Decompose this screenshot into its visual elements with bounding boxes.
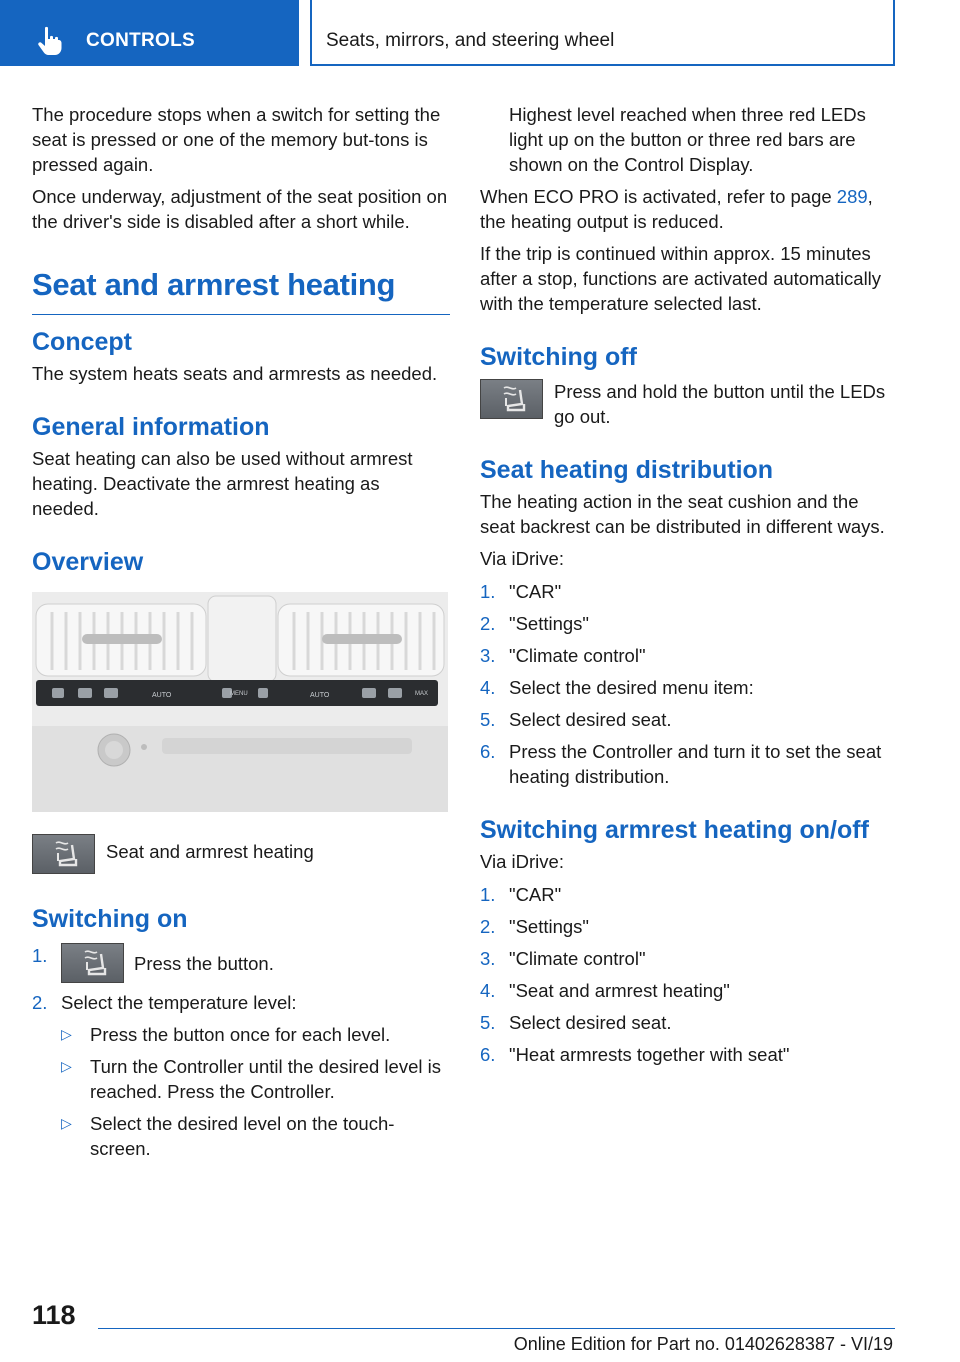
- general-info-paragraph: Seat heating can also be used without armrest heating. Deactivate the armrest heating as needed.: [32, 448, 413, 519]
- switching-off-heading: Switching off: [480, 343, 637, 371]
- list-number: 2.: [32, 992, 48, 1013]
- console-label: MAX: [415, 691, 429, 697]
- triangle-right-icon: ▷: [61, 1026, 72, 1042]
- switching-on-steps: [32, 943, 450, 1161]
- console-illustration: [32, 592, 448, 812]
- list-item: ▷ Press the button once for each level.: [61, 1024, 391, 1045]
- page-reference-link[interactable]: 289: [836, 186, 868, 207]
- switching-off-text: Press and hold the button until the LEDs go out.: [554, 381, 886, 427]
- list-item: 5. Select desired seat.: [480, 709, 672, 730]
- list-item: 6. Press the Controller and turn it to set the seat heating distribution.: [480, 741, 882, 787]
- seat-armrest-heating-icon: [61, 943, 124, 983]
- switching-on-heading: Switching on: [32, 905, 188, 933]
- console-label: MENU: [230, 691, 248, 697]
- center-console-photo: [32, 592, 448, 812]
- continued-paragraph: Highest level reached when three red LEDs light up on the button or three red bars are shown on the Control Display.: [509, 104, 866, 175]
- switching-off-row: [480, 379, 898, 429]
- step-text: Select the temperature level:: [61, 992, 297, 1013]
- list-item: 1. "CAR": [480, 581, 562, 602]
- list-item: 4. "Seat and armrest heating": [480, 980, 730, 1001]
- list-item: 2. "Settings": [480, 613, 589, 634]
- distribution-paragraph: The heating action in the seat cushion and the seat backrest can be distributed in different ways.: [480, 491, 885, 537]
- seat-armrest-heating-icon: [32, 834, 95, 874]
- list-item: 3. "Climate control": [480, 645, 646, 666]
- list-item: [32, 990, 450, 1161]
- armrest-heating-heading: Switching armrest heating on/off: [480, 816, 869, 844]
- header-divider-right: [893, 0, 895, 66]
- via-idrive-label: Via iDrive:: [480, 851, 564, 872]
- list-item: [32, 943, 450, 983]
- section-label: CONTROLS: [86, 30, 196, 51]
- console-label: AUTO: [152, 692, 172, 699]
- list-item: 1. "CAR": [480, 884, 562, 905]
- edition-note: Online Edition for Part no. 01402628387 - VI/19: [513, 1334, 893, 1354]
- list-item: 3. "Climate control": [480, 948, 646, 969]
- distribution-steps: [480, 579, 898, 789]
- list-item: 6. "Heat armrests together with seat": [480, 1044, 790, 1065]
- left-column: [32, 102, 450, 1168]
- overview-button-row: [32, 834, 450, 878]
- right-column: [480, 102, 898, 1074]
- armrest-steps: [480, 882, 898, 1067]
- triangle-right-icon: ▷: [61, 1115, 72, 1131]
- temperature-options: [61, 1022, 450, 1161]
- list-item: ▷ Turn the Controller until the desired level is reached. Press the Controller.: [61, 1056, 441, 1102]
- overview-heading: Overview: [32, 548, 144, 576]
- page-number: 118: [32, 1300, 76, 1330]
- list-item: 4. Select the desired menu item:: [480, 677, 754, 698]
- distribution-heading: Seat heating distribution: [480, 456, 774, 484]
- concept-heading: Concept: [32, 328, 132, 356]
- list-number: 1.: [32, 945, 48, 966]
- console-label: AUTO: [310, 692, 330, 699]
- concept-paragraph: The system heats seats and armrests as needed.: [32, 363, 438, 384]
- overview-caption: Seat and armrest heating: [106, 841, 314, 862]
- list-item: ▷ Select the desired level on the touch-screen.: [61, 1113, 395, 1159]
- intro-paragraph: The procedure stops when a switch for setting the seat is pressed or one of the memory but-tons is pressed again.: [32, 104, 441, 175]
- list-item: 2. "Settings": [480, 916, 589, 937]
- intro-paragraph-2: Once underway, adjustment of the seat position on the driver's side is disabled after a short while.: [32, 186, 448, 232]
- general-info-heading: General information: [32, 413, 270, 441]
- eco-pro-paragraph: When ECO PRO is activated, refer to page 289, the heating output is reduced.: [480, 186, 873, 232]
- step-text: Press the button.: [134, 952, 274, 974]
- section-tab: [0, 0, 299, 66]
- seat-armrest-heating-icon: [480, 379, 543, 419]
- header-underline: [310, 64, 895, 66]
- section-heading: Seat and armrest heating: [32, 266, 450, 315]
- hand-pointer-icon: [36, 26, 64, 56]
- via-idrive-label: Via iDrive:: [480, 548, 564, 569]
- footer-rule: [98, 1328, 895, 1329]
- chapter-title: Seats, mirrors, and steering wheel: [326, 30, 615, 51]
- list-item: 5. Select desired seat.: [480, 1012, 672, 1033]
- header-divider: [310, 0, 312, 66]
- triangle-right-icon: ▷: [61, 1058, 72, 1074]
- trip-paragraph: If the trip is continued within approx. 15 minutes after a stop, functions are activated automatically with the temperature selected last.: [480, 243, 882, 314]
